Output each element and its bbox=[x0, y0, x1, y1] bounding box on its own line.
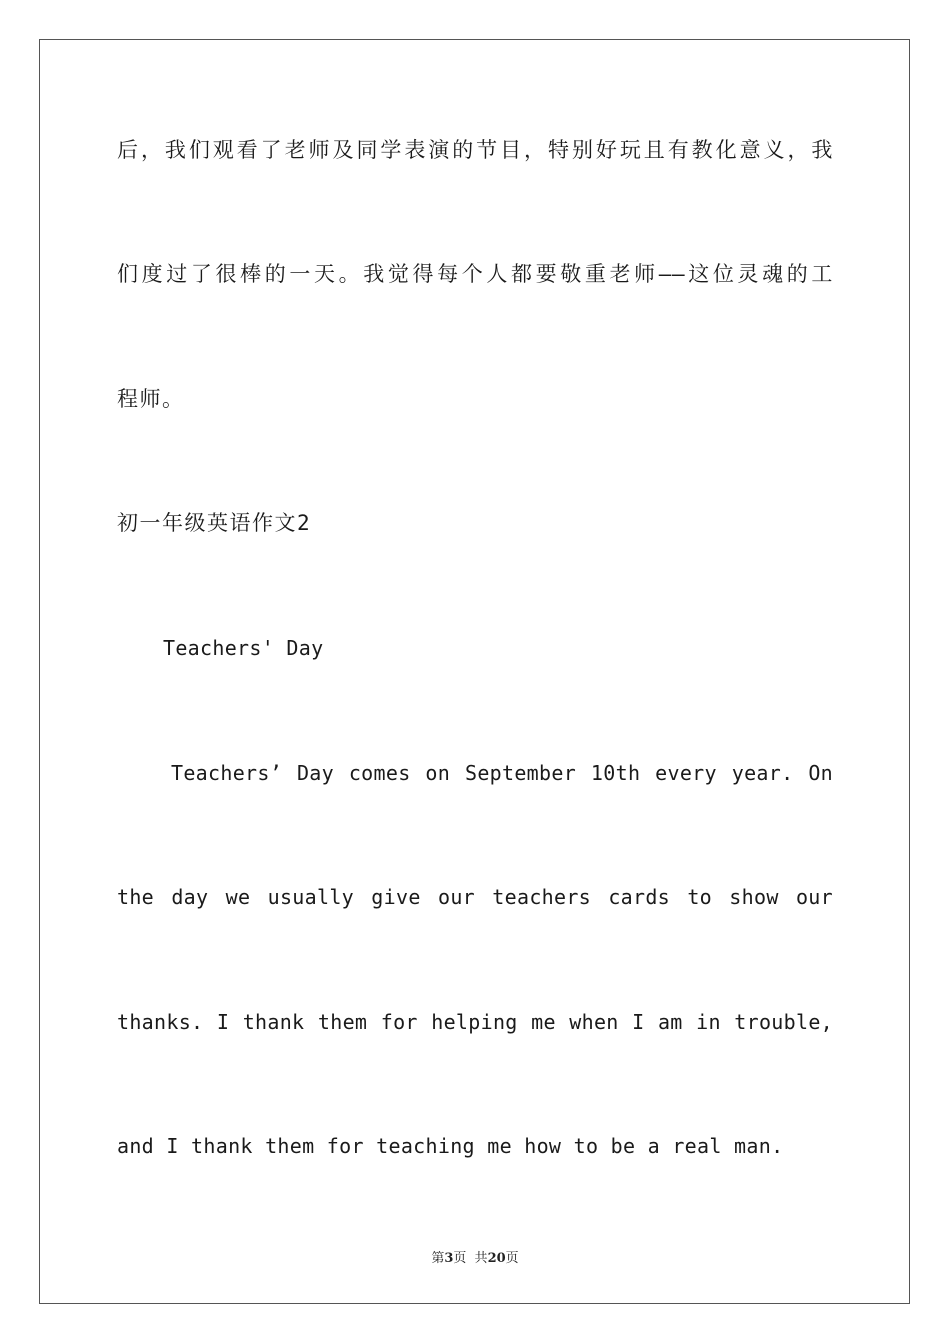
essay-line-4: and I thank them for teaching me how to be a real man. bbox=[117, 1134, 784, 1158]
body-line-2: 们度过了很棒的一天。我觉得每个人都要敬重老师——这位灵魂的工 bbox=[117, 262, 833, 286]
footer-prefix: 第 bbox=[431, 1251, 445, 1266]
essay-line-3: thanks. I thank them for helping me when I am in trouble, bbox=[117, 1010, 833, 1034]
page-border bbox=[39, 39, 910, 1304]
body-line-3: 程师。 bbox=[117, 387, 185, 411]
footer-page-unit: 页 bbox=[453, 1251, 467, 1266]
essay-line-1: Teachers’ Day comes on September 10th every year. On bbox=[171, 761, 833, 785]
page-footer bbox=[0, 1247, 950, 1266]
section-heading: 初一年级英语作文2 bbox=[117, 511, 312, 535]
body-line-1: 后，我们观看了老师及同学表演的节目，特别好玩且有教化意义，我 bbox=[117, 138, 833, 162]
essay-line-2: the day we usually give our teachers cards to show our bbox=[117, 885, 833, 909]
footer-total-unit: 页 bbox=[505, 1251, 519, 1266]
footer-current-page: 3 bbox=[444, 1251, 454, 1266]
essay-title: Teachers' Day bbox=[163, 636, 324, 660]
footer-total-prefix: 共 bbox=[474, 1251, 488, 1266]
footer-total-pages: 20 bbox=[487, 1251, 506, 1266]
